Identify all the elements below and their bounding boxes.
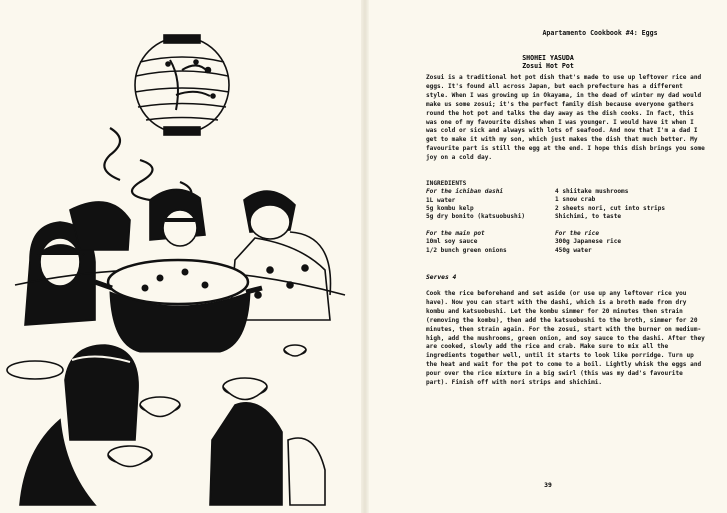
- hot-pot: [95, 260, 262, 352]
- ingredient-item: 1/2 bunch green onions: [426, 246, 507, 254]
- page-number: 39: [544, 481, 552, 489]
- ingredients-left: [426, 180, 525, 221]
- method-paragraph: Cook the rice beforehand and set aside (or use up any leftover rice you have). Now you can start with the dashi, which is a broth made from dry kombu and katsuobushi. Let the kombu simmer for 20 minutes then strain (removing the kombu), then add the katsuobushi to the broth, simmer for 20 minutes, then strain again. For the zosui, start with the burner on medium-high, add the mushrooms, green onion, and soy sauce to the dashi. After they are cooked, slowly add the rice and crab. Make sure to mix all the ingredients together well, until it starts to look like porridge. Turn up the heat and wait for the pot to come to a boil. Lightly whisk the eggs and pour over the rice mixture in a big swirl (this was my dad's favourite part). Finish off with nori strips and shichimi.: [426, 290, 705, 387]
- running-header: Apartamento Cookbook #4: Eggs: [542, 29, 658, 37]
- ingredients-rice: [555, 230, 621, 255]
- ingredient-item: Shichimi, to taste: [555, 212, 622, 220]
- ingredient-item: 1L water: [426, 196, 456, 204]
- ingredient-item: 5g kombu kelp: [426, 204, 474, 212]
- left-page: [0, 0, 361, 513]
- intro-paragraph: Zosui is a traditional hot pot dish that's made to use up leftover rice and eggs. It's found all across Japan, but each prefecture has a different style. When I was growing up in Okayama, in the dead of winter my dad would make us some zosui; it's the perfect family dish because everyone gathers round the hot pot and talks the day away as the dish cooks. In fact, this was one of my favourite dishes when I was younger. I would have it when I was cold or sick and always with lots of seafood. And now that I'm a dad I get to make it with my son, which just makes the dish that much better. My favourite part is still the egg at the end. I hope this dish brings you some joy on a cold day.: [426, 74, 705, 162]
- book-gutter: [361, 0, 369, 513]
- ingredient-item: 300g Japanese rice: [555, 238, 622, 246]
- ingredient-item: 10ml soy sauce: [426, 238, 478, 246]
- ingredients-main-pot: [426, 230, 507, 255]
- hot-pot-illustration: [0, 0, 361, 513]
- paper-lantern: [135, 35, 229, 135]
- serves-count: Serves 4: [426, 274, 457, 281]
- ingredient-subheading: For the ichiban dashi: [426, 188, 504, 196]
- ingredient-item: 5g dry bonito (katsuobushi): [426, 213, 526, 221]
- bowls-and-people: [7, 345, 325, 505]
- dish-title: Zosui Hot Pot: [522, 62, 574, 70]
- right-page: [369, 0, 727, 513]
- ingredient-item: 2 sheets nori, cut into strips: [555, 204, 666, 212]
- ingredient-subheading: For the main pot: [426, 230, 485, 237]
- author-name: SHOHEI YASUDA: [522, 54, 574, 62]
- ingredient-item: 450g water: [555, 246, 592, 254]
- ingredient-item: 4 shiitake mushrooms: [555, 188, 629, 195]
- ingredients-heading: INGREDIENTS: [426, 180, 467, 187]
- ingredient-item: 1 snow crab: [555, 196, 596, 204]
- ingredients-right: [555, 188, 665, 221]
- ingredient-subheading: For the rice: [555, 230, 600, 237]
